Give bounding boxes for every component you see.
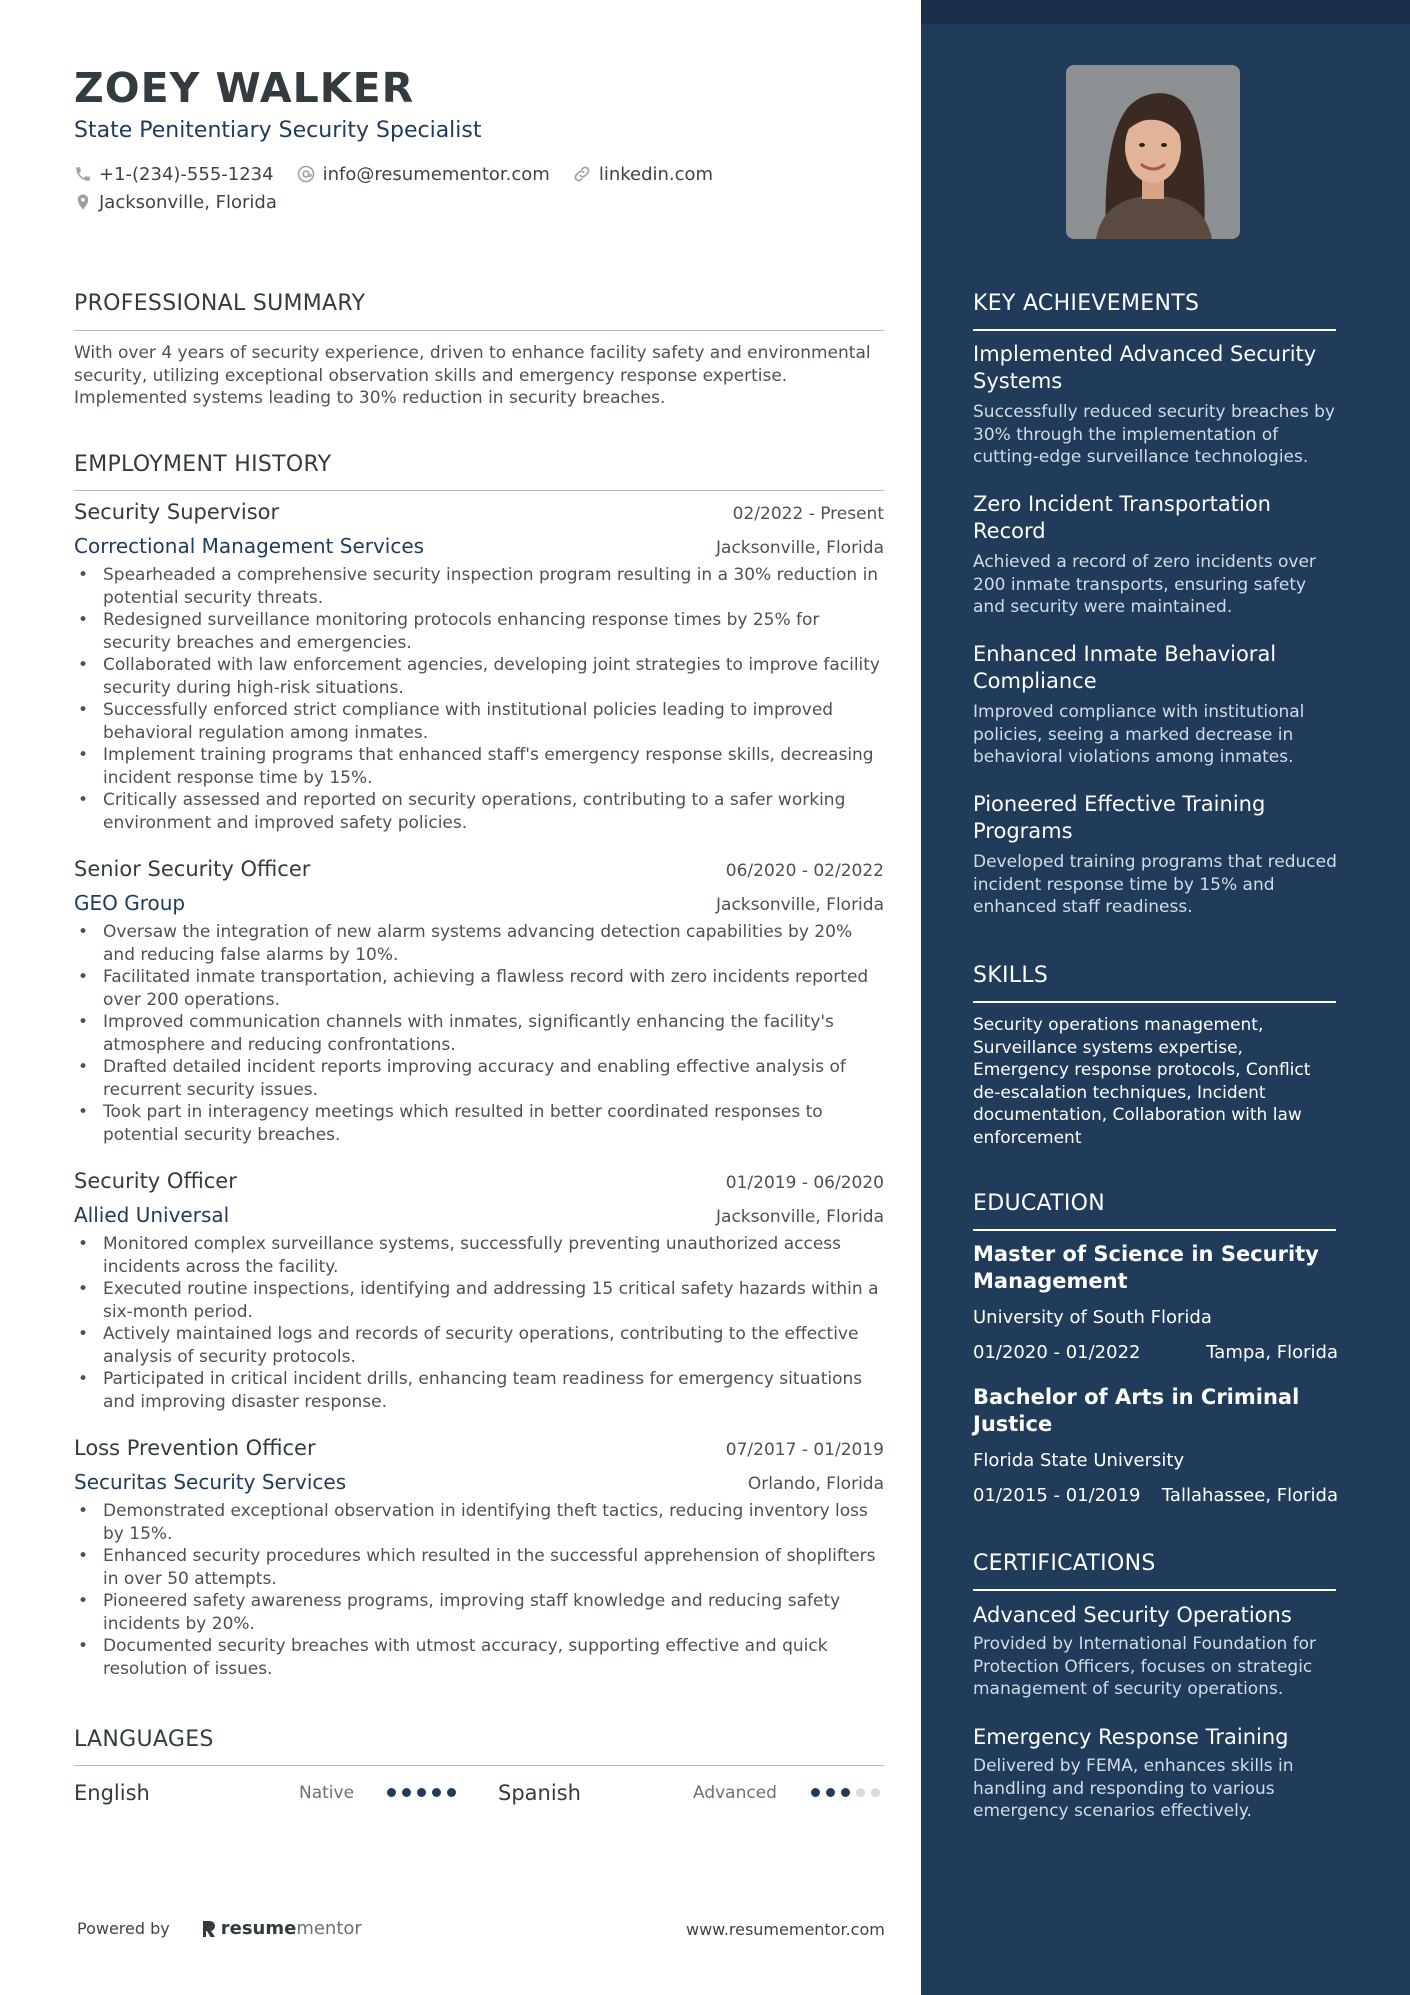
rating-dot-filled — [387, 1788, 396, 1797]
language-rating — [811, 1788, 886, 1797]
job-dates: 01/2019 - 06/2020 — [725, 1173, 884, 1193]
contact-email[interactable] — [296, 164, 550, 185]
job-bullet: • Participated in critical incident drills, enhancing team readiness for emergency situations and improving disaster response. — [74, 1368, 884, 1413]
job-bullet: • Spearheaded a comprehensive security inspection program resulting in a 30% reduction in potential security threats. — [74, 564, 884, 609]
job-bullet: • Oversaw the integration of new alarm systems advancing detection capabilities by 20% and reducing false alarms by 10%. — [74, 921, 884, 966]
certification-desc: Provided by International Foundation for Protection Officers, focuses on strategic management of security operations. — [973, 1634, 1317, 1699]
summary-divider — [74, 330, 884, 331]
language-item — [498, 1776, 581, 1810]
education-heading: EDUCATION — [973, 1191, 1106, 1216]
contact-row-primary — [74, 160, 735, 188]
rating-dot-filled — [447, 1788, 456, 1797]
footer-powered — [77, 1918, 362, 1939]
phone-text: +1-(234)-555-1234 — [99, 163, 274, 185]
profile-photo — [1066, 65, 1240, 239]
brand-light: mentor — [296, 1918, 362, 1939]
languages-divider — [74, 1765, 884, 1766]
education-item — [973, 1384, 1338, 1506]
brand-bold: resume — [220, 1918, 297, 1939]
job-bullet: • Redesigned surveillance monitoring protocols enhancing response times by 25% for security breaches and emergencies. — [74, 609, 884, 654]
achievement-item — [973, 791, 1338, 919]
achievement-desc: Successfully reduced security breaches by 30% through the implementation of cutting-edge surveillance technologies. — [973, 402, 1335, 467]
rating-dot-filled — [811, 1788, 820, 1797]
linkedin-text: linkedin.com — [598, 163, 714, 185]
rating-dot-filled — [402, 1788, 411, 1797]
education-school: Florida State University — [973, 1450, 1185, 1471]
job-company: GEO Group — [74, 891, 186, 915]
certifications-divider — [973, 1589, 1336, 1591]
certification-title: Emergency Response Training — [973, 1725, 1289, 1749]
job-company: Correctional Management Services — [74, 534, 425, 558]
rating-dot-filled — [826, 1788, 835, 1797]
footer-website[interactable]: www.resumementor.com — [686, 1920, 885, 1939]
rating-dot-empty — [856, 1788, 865, 1797]
employment-divider — [74, 490, 884, 491]
job-bullets — [74, 921, 884, 1146]
certification-title: Advanced Security Operations — [973, 1603, 1292, 1627]
candidate-role: State Penitentiary Security Specialist — [74, 118, 482, 143]
link-icon — [572, 164, 592, 184]
language-level: Advanced — [693, 1783, 777, 1803]
achievement-title: Implemented Advanced Security Systems — [973, 342, 1317, 393]
resumementor-logo[interactable] — [200, 1918, 362, 1939]
job-dates: 06/2020 - 02/2022 — [725, 861, 884, 881]
contact-phone[interactable] — [74, 164, 274, 185]
achievement-title: Pioneered Effective Training Programs — [973, 792, 1266, 843]
job-company: Securitas Security Services — [74, 1470, 347, 1494]
education-item — [973, 1241, 1338, 1363]
job-bullets — [74, 1500, 884, 1680]
email-text: info@resumementor.com — [322, 163, 550, 185]
job-dates: 07/2017 - 01/2019 — [725, 1440, 884, 1460]
job-location: Jacksonville, Florida — [716, 895, 884, 915]
job-dates: 02/2022 - Present — [732, 504, 884, 524]
job-title: Security Officer — [74, 1169, 237, 1193]
language-item — [74, 1776, 150, 1810]
sidebar-top-band — [921, 0, 1410, 24]
powered-by-label: Powered by — [77, 1919, 170, 1938]
education-location: Tampa, Florida — [1206, 1342, 1338, 1363]
rating-dot-empty — [871, 1788, 880, 1797]
achievement-desc: Achieved a record of zero incidents over 200 inmate transports, ensuring safety and security were maintained. — [973, 552, 1316, 617]
job-company: Allied Universal — [74, 1203, 230, 1227]
certification-item — [973, 1724, 1338, 1823]
language-rating — [387, 1788, 462, 1797]
job-entry — [74, 1436, 884, 1680]
job-bullet: • Enhanced security procedures which resulted in the successful apprehension of shoplifters in over 50 attempts. — [74, 1545, 884, 1590]
job-bullet: • Executed routine inspections, identifying and addressing 15 critical safety hazards within a six-month period. — [74, 1278, 884, 1323]
achievements-divider — [973, 329, 1336, 331]
skills-heading: SKILLS — [973, 963, 1049, 988]
job-title: Senior Security Officer — [74, 857, 311, 881]
job-bullets — [74, 564, 884, 834]
summary-text: With over 4 years of security experience, driven to enhance facility safety and environmental security, utilizing exceptional observation skills and emergency response expertise. Implemented systems leading to 30% reduction in security breaches. — [74, 343, 871, 408]
education-dates: 01/2015 - 01/2019 — [973, 1485, 1141, 1506]
education-dates: 01/2020 - 01/2022 — [973, 1342, 1141, 1363]
job-bullet: • Pioneered safety awareness programs, improving staff knowledge and reducing safety incidents by 20%. — [74, 1590, 884, 1635]
job-bullet: • Monitored complex surveillance systems, successfully preventing unauthorized access incidents across the facility. — [74, 1233, 884, 1278]
job-bullet: • Drafted detailed incident reports improving accuracy and enabling effective analysis of recurrent security issues. — [74, 1056, 884, 1101]
job-bullet: • Took part in interagency meetings which resulted in better coordinated responses to potential security breaches. — [74, 1101, 884, 1146]
rating-dot-filled — [841, 1788, 850, 1797]
job-title: Loss Prevention Officer — [74, 1436, 316, 1460]
certification-item — [973, 1602, 1338, 1701]
employment-heading: EMPLOYMENT HISTORY — [74, 452, 332, 477]
location-pin-icon — [74, 192, 92, 212]
job-bullet: • Collaborated with law enforcement agencies, developing joint strategies to improve facility security during high-risk situations. — [74, 654, 884, 699]
job-entry — [74, 500, 884, 834]
skills-divider — [973, 1001, 1336, 1003]
achievement-desc: Improved compliance with institutional policies, seeing a marked decrease in behavioral violations among inmates. — [973, 702, 1305, 767]
achievement-title: Zero Incident Transportation Record — [973, 492, 1271, 543]
language-name: English — [74, 1781, 150, 1805]
contact-row-secondary — [74, 188, 735, 216]
job-bullet: • Actively maintained logs and records of security operations, contributing to the effective analysis of security protocols. — [74, 1323, 884, 1368]
phone-icon — [74, 165, 92, 183]
at-icon — [296, 164, 316, 184]
candidate-name: ZOEY WALKER — [74, 64, 415, 112]
achievement-title: Enhanced Inmate Behavioral Compliance — [973, 642, 1277, 693]
contact-linkedin[interactable] — [572, 164, 713, 185]
education-degree: Master of Science in Security Management — [973, 1242, 1319, 1293]
languages-list — [74, 1776, 884, 1810]
certification-desc: Delivered by FEMA, enhances skills in handling and responding to various emergency scenarios effectively. — [973, 1756, 1294, 1821]
job-bullet: • Facilitated inmate transportation, achieving a flawless record with zero incidents reported over 200 operations. — [74, 966, 884, 1011]
job-location: Jacksonville, Florida — [716, 538, 884, 558]
rating-dot-filled — [417, 1788, 426, 1797]
achievement-item — [973, 341, 1338, 469]
contact-location — [74, 192, 277, 213]
skills-text: Security operations management, Surveillance systems expertise, Emergency response protocols, Conflict de-escalation techniques, Incident documentation, Collaboration with law enforcement — [973, 1015, 1311, 1148]
achievement-item — [973, 641, 1338, 769]
profile-photo-image — [1066, 65, 1240, 239]
achievements-heading: KEY ACHIEVEMENTS — [973, 291, 1200, 316]
job-entry — [74, 1169, 884, 1413]
education-divider — [973, 1229, 1336, 1231]
education-degree: Bachelor of Arts in Criminal Justice — [973, 1385, 1300, 1436]
job-entry — [74, 857, 884, 1146]
achievement-desc: Developed training programs that reduced incident response time by 15% and enhanced staff readiness. — [973, 852, 1337, 917]
contact-info — [74, 160, 735, 216]
language-name: Spanish — [498, 1781, 581, 1805]
job-bullet: • Demonstrated exceptional observation in identifying theft tactics, reducing inventory loss by 15%. — [74, 1500, 884, 1545]
job-bullet: • Critically assessed and reported on security operations, contributing to a safer working environment and improved safety policies. — [74, 789, 884, 834]
education-location: Tallahassee, Florida — [1161, 1485, 1338, 1506]
languages-heading: LANGUAGES — [74, 1727, 214, 1752]
job-bullet: • Documented security breaches with utmost accuracy, supporting effective and quick resolution of issues. — [74, 1635, 884, 1680]
achievement-item — [973, 491, 1338, 619]
location-text: Jacksonville, Florida — [99, 191, 277, 213]
job-bullet: • Improved communication channels with inmates, significantly enhancing the facility's atmosphere and reducing confrontations. — [74, 1011, 884, 1056]
job-bullets — [74, 1233, 884, 1413]
summary-heading: PROFESSIONAL SUMMARY — [74, 291, 366, 316]
job-location: Orlando, Florida — [747, 1474, 884, 1494]
job-location: Jacksonville, Florida — [716, 1207, 884, 1227]
job-bullet: • Successfully enforced strict compliance with institutional policies leading to improved behavioral regulation among inmates. — [74, 699, 884, 744]
job-bullet: • Implement training programs that enhanced staff's emergency response skills, decreasing incident response time by 15%. — [74, 744, 884, 789]
resumementor-logo-icon — [200, 1919, 218, 1939]
rating-dot-filled — [432, 1788, 441, 1797]
language-level: Native — [299, 1783, 355, 1803]
certifications-heading: CERTIFICATIONS — [973, 1551, 1156, 1576]
job-title: Security Supervisor — [74, 500, 280, 524]
education-school: University of South Florida — [973, 1307, 1212, 1328]
